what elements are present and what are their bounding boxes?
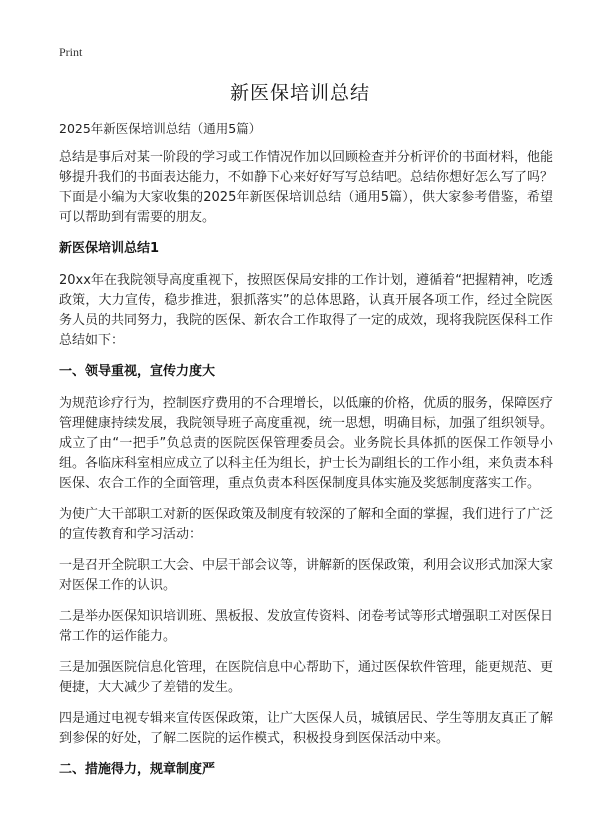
leadership-paragraph: 为规范诊疗行为，控制医疗费用的不合理增长，以低廉的价格，优质的服务，保障医疗管理健康持续发展，我院领导班子高度重视，统一思想，明确目标，加强了组织领导。成立了由“一把手”负总责的医院医保管理委员会。业务院长具体抓的医保工作领导小组。各临床科室相应成立了以科主任为组长，护士长为副组长的工作小组，来负责本科医保、农合工作的全面管理，重点负责本科医保制度具体实施及奖惩制度落实工作。	[59, 396, 554, 491]
list-item: 一是召开全院职工大会、中层干部会议等，讲解新的医保政策，利用会议形式加深大家对医保工作的认识。	[59, 558, 554, 593]
training-intro-paragraph: 为使广大干部职工对新的医保政策及制度有较深的了解和全面的掌握，我们进行了广泛的宣传教育和学习活动：	[59, 507, 554, 542]
list-item: 三是加强医院信息化管理，在医院信息中心帮助下，通过医保软件管理，能更规范、更便捷，大大减少了差错的发生。	[59, 660, 554, 695]
section-heading: 新医保培训总结1	[59, 241, 160, 256]
subsection-heading: 一、领导重视，宣传力度大	[59, 364, 216, 379]
intro-paragraph: 总结是事后对某一阶段的学习或工作情况作加以回顾检查并分析评价的书面材料，他能够提升我们的书面表达能力，不如静下心来好好写写总结吧。总结你想好怎么写了吗？下面是小编为大家收集的2025年新医保培训总结（通用5篇），供大家参考借鉴，希望可以帮助到有需要的朋友。	[59, 150, 554, 225]
subsection-heading: 二、措施得力，规章制度严	[59, 762, 216, 777]
list-item: 四是通过电视专辑来宣传医保政策，让广大医保人员，城镇居民、学生等朋友真正了解到参保的好处，了解二医院的运作模式，积极投身到医保活动中来。	[59, 711, 554, 746]
list-item: 二是举办医保知识培训班、黑板报、发放宣传资料、闭卷考试等形式增强职工对医保日常工作的运作能力。	[59, 609, 554, 644]
document-subtitle: 2025年新医保培训总结（通用5篇）	[59, 121, 262, 136]
document-body	[59, 120, 553, 792]
print-link[interactable]: Print	[59, 45, 83, 59]
section-paragraph: 20xx年在我院领导高度重视下，按照医保局安排的工作计划，遵循着“把握精神，吃透政策，大力宣传，稳步推进，狠抓落实”的总体思路，认真开展各项工作，经过全院医务人员的共同努力，我院的医保、新农合工作取得了一定的成效，现将我院医保科工作总结如下：	[59, 273, 554, 348]
page-title: 新医保培训总结	[229, 82, 370, 104]
